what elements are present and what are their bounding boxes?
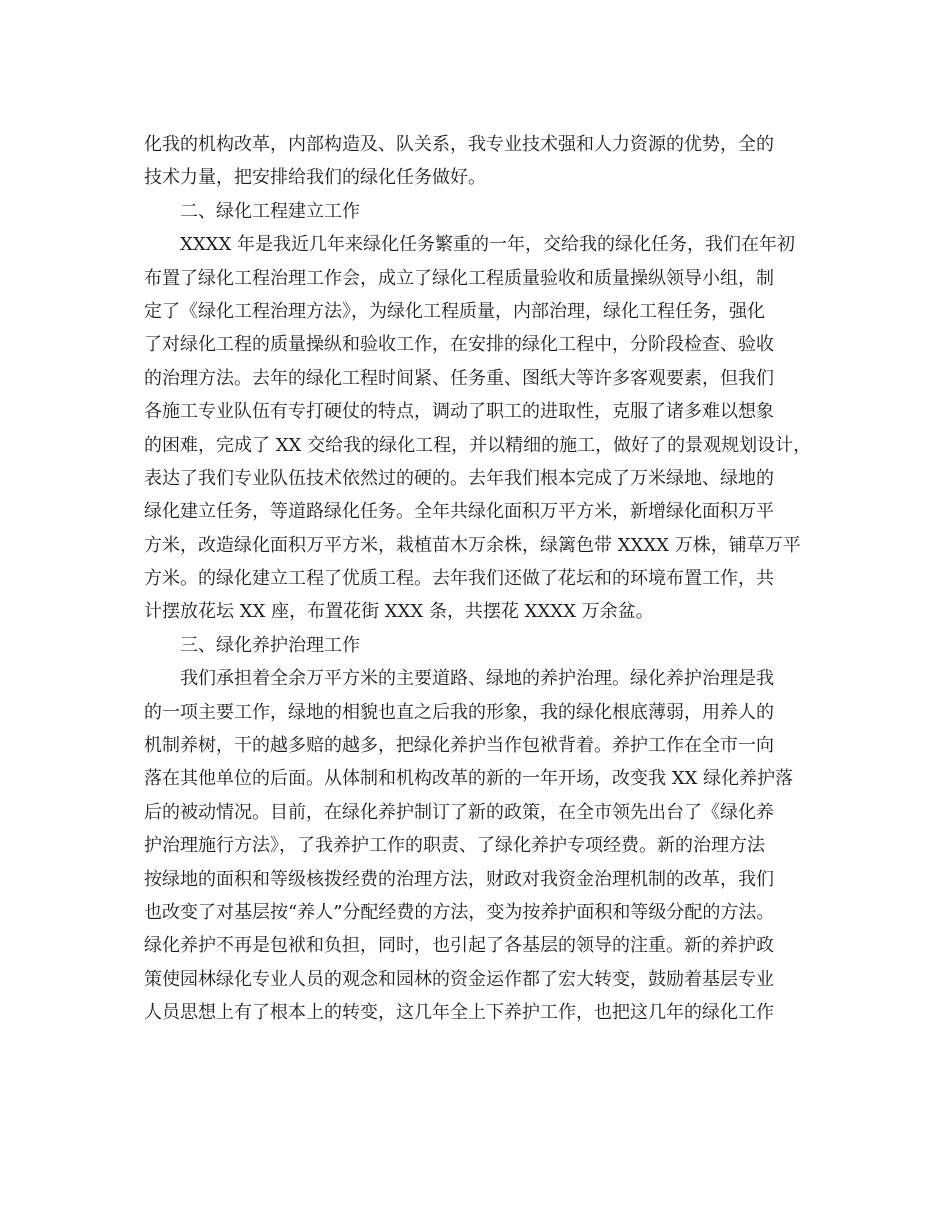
text-line: 计摆放花坛 XX 座，布置花街 XXX 条，共摆花 XXXX 万余盆。 [144,601,654,623]
text-line: 人员思想上有了根本上的转变，这几年全上下养护工作，也把这几年的绿化工作 [144,1002,774,1024]
text-line: 定了《绿化工程治理方法》，为绿化工程质量，内部治理，绿化工程任务，强化 [144,300,765,322]
text-line: 机制养树，干的越多赔的越多，把绿化养护当作包袱背着。养护工作在全市一向 [144,735,774,757]
text-line: 二、绿化工程建立工作 [180,200,360,222]
text-line: 技术力量，把安排给我们的绿化任务做好。 [144,167,486,189]
text-line: 绿化养护不再是包袱和负担，同时，也引起了各基层的领导的注重。新的养护政 [144,935,774,957]
text-line: 方米。的绿化建立工程了优质工程。去年我们还做了花坛和的环境布置工作，共 [144,568,774,590]
document-body [144,128,816,1030]
text-line: 按绿地的面积和等级核拨经费的治理方法，财政对我资金治理机制的改革，我们 [144,868,774,890]
text-line: 落在其他单位的后面。从体制和机构改革的新的一年开场，改变我 XX 绿化养护落 [144,768,794,790]
text-line: 绿化建立任务，等道路绿化任务。全年共绿化面积万平方米，新增绿化面积万平 [144,501,774,523]
text-line: 方米，改造绿化面积万平方米，栽植苗木万余株，绿篱色带 XXXX 万株，铺草万平 [144,534,801,556]
text-line: 表达了我们专业队伍技术依然过的硬的。去年我们根本完成了万米绿地、绿地的 [144,467,774,489]
text-line: 的治理方法。去年的绿化工程时间紧、任务重、图纸大等许多客观要素，但我们 [144,367,774,389]
text-line: 护治理施行方法》，了我养护工作的职责、了绿化养护专项经费。新的治理方法 [144,835,765,857]
text-line: 化我的机构改革，内部构造及、队关系，我专业技术强和人力资源的优势，全的 [144,134,774,155]
text-line: 三、绿化养护治理工作 [180,634,360,656]
text-line: 我们承担着全余万平方米的主要道路、绿地的养护治理。绿化养护治理是我 [180,668,774,690]
text-line: XXXX 年是我近几年来绿化任务繁重的一年，交给我的绿化任务，我们在年初 [180,234,795,256]
text-line: 后的被动情况。目前，在绿化养护制订了新的政策，在全市领先出台了《绿化养 [144,801,774,823]
text-line: 的一项主要工作，绿地的相貌也直之后我的形象，我的绿化根底薄弱，用养人的 [144,701,774,723]
text-line: 的困难，完成了 XX 交给我的绿化工程，并以精细的施工，做好了的景观规划设计， [144,434,812,456]
text-line: 布置了绿化工程治理工作会，成立了绿化工程质量验收和质量操纵领导小组，制 [144,267,774,289]
text-line: 策使园林绿化专业人员的观念和园林的资金运作都了宏大转变，鼓励着基层专业 [144,968,774,990]
text-line: 也改变了对基层按“养人”分配经费的方法，变为按养护面积和等级分配的方法。 [144,901,775,923]
text-line: 了对绿化工程的质量操纵和验收工作，在安排的绿化工程中，分阶段检查、验收 [144,334,774,356]
text-line: 各施工专业队伍有专打硬仗的特点，调动了职工的进取性，克服了诸多难以想象 [144,401,774,423]
